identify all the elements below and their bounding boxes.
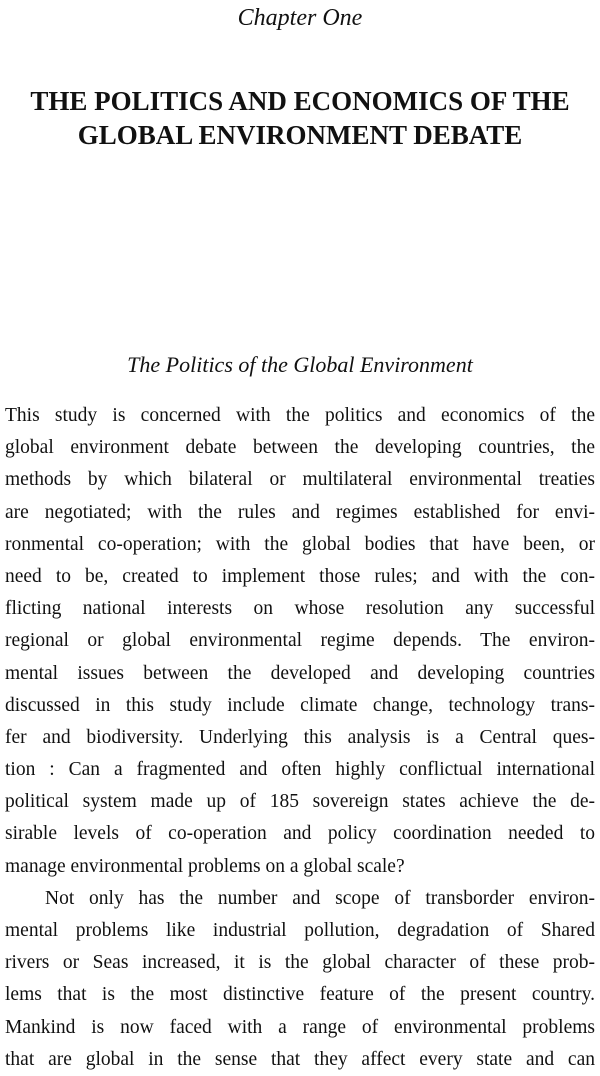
text-line: regional or global environmental regime depends. The environ- [5, 630, 595, 652]
text-line: global environment debate between the developing countries, the [5, 437, 595, 459]
text-line: flicting national interests on whose resolution any successful [5, 598, 595, 620]
text-line: that are global in the sense that they affect every state and can [5, 1048, 595, 1070]
text-line: mental problems like industrial pollution, degradation of Shared [5, 920, 595, 941]
text-line: manage environmental problems on a global scale? [5, 855, 405, 877]
text-line: This study is concerned with the politics and economics of the [5, 405, 595, 426]
paragraph-1 [5, 400, 595, 883]
text-line: political system made up of 185 sovereign states achieve the de- [5, 791, 595, 813]
text-line: discussed in this study include climate change, technology trans- [5, 694, 595, 716]
text-line: are negotiated; with the rules and regimes established for envi- [5, 501, 595, 523]
text-line: Not only has the number and scope of transborder environ- [45, 887, 595, 909]
text-line: fer and biodiversity. Underlying this analysis is a Central ques- [5, 726, 595, 748]
chapter-label: Chapter One [237, 5, 363, 31]
text-line: lems that is the most distinctive feature of the present country. [5, 984, 595, 1006]
chapter-title-line-2: GLOBAL ENVIRONMENT DEBATE [77, 120, 523, 150]
text-line: methods by which bilateral or multilateral environmental treaties [5, 469, 595, 491]
section-heading: The Politics of the Global Environment [127, 352, 473, 377]
chapter-title [0, 84, 600, 152]
text-line: Mankind is now faced with a range of environmental problems [5, 1016, 595, 1038]
text-line: mental issues between the developed and developing countries [5, 662, 595, 684]
text-line: need to be, created to implement those rules; and with the con- [5, 565, 595, 587]
paragraph-2 [5, 883, 595, 1076]
text-line: ronmental co-operation; with the global bodies that have been, or [5, 533, 595, 555]
text-line: tion : Can a fragmented and often highly conflictual international [5, 759, 595, 781]
text-line: sirable levels of co-operation and policy coordination needed to [5, 823, 595, 845]
body-text [5, 400, 595, 1076]
chapter-title-line-1: THE POLITICS AND ECONOMICS OF THE [30, 86, 570, 116]
text-line: rivers or Seas increased, it is the global character of these prob- [5, 952, 595, 974]
